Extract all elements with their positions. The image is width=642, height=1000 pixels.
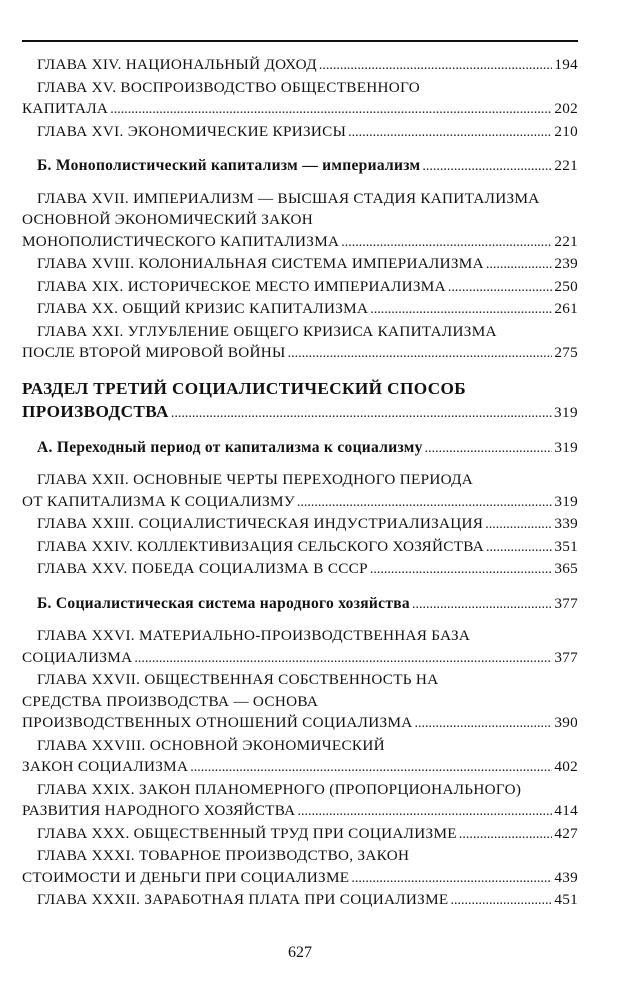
toc-page-number: 239 <box>554 255 578 272</box>
toc-entry-chapter <box>22 625 578 669</box>
dot-leader <box>288 343 553 365</box>
toc-entry-text: МОНОПОЛИСТИЧЕСКОГО КАПИТАЛИЗМА <box>22 232 340 250</box>
toc-entry-text: ГЛАВА XXI. УГЛУБЛЕНИЕ ОБЩЕГО КРИЗИСА КАПИТАЛИЗМА <box>37 322 497 340</box>
toc-entry-chapter <box>22 188 578 254</box>
dot-leader <box>412 594 552 616</box>
dot-leader <box>459 824 552 846</box>
toc-entry-text: ЗАКОН СОЦИАЛИЗМА <box>22 758 189 775</box>
toc-page-number: 319 <box>554 403 578 421</box>
toc-entry-text: ГЛАВА XVI. ЭКОНОМИЧЕСКИЕ КРИЗИСЫ <box>37 122 347 140</box>
toc-entry-text: ГЛАВА XIX. ИСТОРИЧЕСКОЕ МЕСТО ИМПЕРИАЛИЗМА <box>37 277 446 295</box>
toc-entry-chapter <box>22 669 578 735</box>
toc-page-number: 427 <box>554 824 578 842</box>
dot-leader <box>486 254 552 276</box>
toc-entry-chapter <box>22 823 578 846</box>
dot-leader <box>370 299 552 321</box>
dot-leader <box>110 99 552 121</box>
dot-leader <box>319 55 552 77</box>
dot-leader <box>370 559 552 581</box>
toc-entry-text: ГЛАВА XVIII. КОЛОНИАЛЬНАЯ СИСТЕМА ИМПЕРИАЛИЗМА <box>37 255 484 272</box>
toc-page-number: 202 <box>554 100 578 117</box>
toc-entry-text: ГЛАВА XXXI. ТОВАРНОЕ ПРОИЗВОДСТВО, ЗАКОН <box>37 847 410 864</box>
toc-entry-text: ПРОИЗВОДСТВА <box>22 401 169 421</box>
table-of-contents <box>22 54 578 912</box>
toc-entry-section <box>22 437 578 460</box>
toc-entry-chapter <box>22 779 578 823</box>
toc-page-number: 210 <box>554 122 578 140</box>
toc-page-number: 261 <box>554 300 578 317</box>
toc-entry-text: ГЛАВА XXIII. СОЦИАЛИСТИЧЕСКАЯ ИНДУСТРИАЛИЗАЦИЯ <box>37 515 484 532</box>
dot-leader <box>341 232 552 254</box>
dot-leader <box>190 757 552 779</box>
toc-entry-chapter <box>22 558 578 581</box>
toc-entry-chapter <box>22 54 578 77</box>
toc-entry-text: ГЛАВА XIV. НАЦИОНАЛЬНЫЙ ДОХОД <box>37 56 317 73</box>
dot-leader <box>171 402 552 425</box>
toc-page-number: 250 <box>554 277 578 295</box>
toc-page-number: 377 <box>554 594 578 612</box>
dot-leader <box>450 890 552 912</box>
toc-entry-chapter <box>22 253 578 276</box>
toc-entry-chapter <box>22 298 578 321</box>
toc-entry-text: ОСНОВНОЙ ЭКОНОМИЧЕСКИЙ ЗАКОН <box>22 211 314 228</box>
toc-entry-text: Б. Социалистическая система народного хозяйства <box>37 594 410 612</box>
toc-entry-part <box>22 377 578 425</box>
dot-leader <box>425 438 553 460</box>
toc-entry-text: РАЗДЕЛ ТРЕТИЙ СОЦИАЛИСТИЧЕСКИЙ СПОСОБ <box>22 378 467 398</box>
toc-entry-chapter <box>22 121 578 144</box>
dot-leader <box>297 492 552 514</box>
toc-entry-text: СРЕДСТВА ПРОИЗВОДСТВА — ОСНОВА <box>22 692 319 710</box>
toc-page-number: 194 <box>554 56 578 73</box>
dot-leader <box>415 713 553 735</box>
page-number: 627 <box>288 944 312 961</box>
toc-entry-chapter <box>22 469 578 513</box>
dot-leader <box>351 868 552 890</box>
toc-entry-text: ГЛАВА XXII. ОСНОВНЫЕ ЧЕРТЫ ПЕРЕХОДНОГО ПЕРИОДА <box>37 471 474 488</box>
toc-entry-text: ОТ КАПИТАЛИЗМА К СОЦИАЛИЗМУ <box>22 492 295 510</box>
toc-entry-text: ПОСЛЕ ВТОРОЙ МИРОВОЙ ВОЙНЫ <box>22 344 286 361</box>
toc-page-number: 275 <box>554 344 578 361</box>
toc-page-number: 402 <box>554 758 578 775</box>
toc-entry-text: КАПИТАЛА <box>22 100 109 117</box>
toc-page-number: 319 <box>554 438 578 456</box>
toc-entry-text: ГЛАВА XVII. ИМПЕРИАЛИЗМ — ВЫСШАЯ СТАДИЯ КАПИТАЛИЗМА <box>37 189 540 207</box>
toc-entry-text: А. Переходный период от капитализма к социализму <box>37 438 423 456</box>
toc-page-number: 221 <box>554 157 578 174</box>
toc-entry-text: ГЛАВА XXXII. ЗАРАБОТНАЯ ПЛАТА ПРИ СОЦИАЛИЗМЕ <box>37 891 449 908</box>
toc-entry-text: ПРОИЗВОДСТВЕННЫХ ОТНОШЕНИЙ СОЦИАЛИЗМА <box>22 714 413 731</box>
toc-entry-chapter <box>22 77 578 121</box>
toc-page-number: 439 <box>554 868 578 886</box>
dot-leader <box>448 277 552 299</box>
toc-entry-chapter <box>22 889 578 912</box>
toc-entry-section <box>22 155 578 178</box>
toc-entry-chapter <box>22 276 578 299</box>
toc-entry-chapter <box>22 321 578 365</box>
toc-page-number: 319 <box>554 492 578 510</box>
dot-leader <box>485 514 552 536</box>
toc-entry-section <box>22 593 578 616</box>
toc-page-number: 339 <box>554 515 578 532</box>
toc-entry-text: СТОИМОСТИ И ДЕНЬГИ ПРИ СОЦИАЛИЗМЕ <box>22 868 350 886</box>
toc-entry-text: ГЛАВА XXVIII. ОСНОВНОЙ ЭКОНОМИЧЕСКИЙ <box>37 736 385 754</box>
toc-entry-text: ГЛАВА XXVI. МАТЕРИАЛЬНО-ПРОИЗВОДСТВЕННАЯ БАЗА <box>37 627 471 644</box>
toc-entry-text: СОЦИАЛИЗМА <box>22 648 133 666</box>
toc-page-number: 414 <box>554 802 578 819</box>
toc-entry-text: ГЛАВА XV. ВОСПРОИЗВОДСТВО ОБЩЕСТВЕННОГО <box>37 78 421 96</box>
toc-entry-chapter <box>22 845 578 889</box>
toc-entry-text: ГЛАВА XXIX. ЗАКОН ПЛАНОМЕРНОГО (ПРОПОРЦИОНАЛЬНОГО) <box>37 780 522 798</box>
toc-entry-text: ГЛАВА XXX. ОБЩЕСТВЕННЫЙ ТРУД ПРИ СОЦИАЛИЗМЕ <box>37 824 457 842</box>
toc-entry-text: ГЛАВА XXIV. КОЛЛЕКТИВИЗАЦИЯ СЕЛЬСКОГО ХОЗЯЙСТВА <box>37 537 484 555</box>
toc-entry-text: ГЛАВА XXVII. ОБЩЕСТВЕННАЯ СОБСТВЕННОСТЬ НА <box>37 671 439 688</box>
toc-page-number: 221 <box>554 232 578 250</box>
toc-entry-text: ГЛАВА XX. ОБЩИЙ КРИЗИС КАПИТАЛИЗМА <box>37 300 369 317</box>
top-rule <box>22 40 578 42</box>
dot-leader <box>297 801 552 823</box>
toc-page-number: 377 <box>554 648 578 666</box>
toc-entry-chapter <box>22 735 578 779</box>
toc-page-number: 351 <box>554 537 578 555</box>
toc-entry-text: РАЗВИТИЯ НАРОДНОГО ХОЗЯЙСТВА <box>22 802 296 819</box>
toc-page-number: 365 <box>554 560 578 577</box>
dot-leader <box>486 537 552 559</box>
dot-leader <box>422 156 552 178</box>
dot-leader <box>348 122 552 144</box>
toc-entry-text: Б. Монополистический капитализм — империализм <box>37 157 421 174</box>
toc-page-number: 451 <box>554 891 578 908</box>
toc-page-number: 390 <box>554 714 578 731</box>
toc-entry-text: ГЛАВА XXV. ПОБЕДА СОЦИАЛИЗМА В СССР <box>37 560 368 577</box>
dot-leader <box>134 648 552 670</box>
toc-entry-chapter <box>22 513 578 536</box>
toc-entry-chapter <box>22 536 578 559</box>
